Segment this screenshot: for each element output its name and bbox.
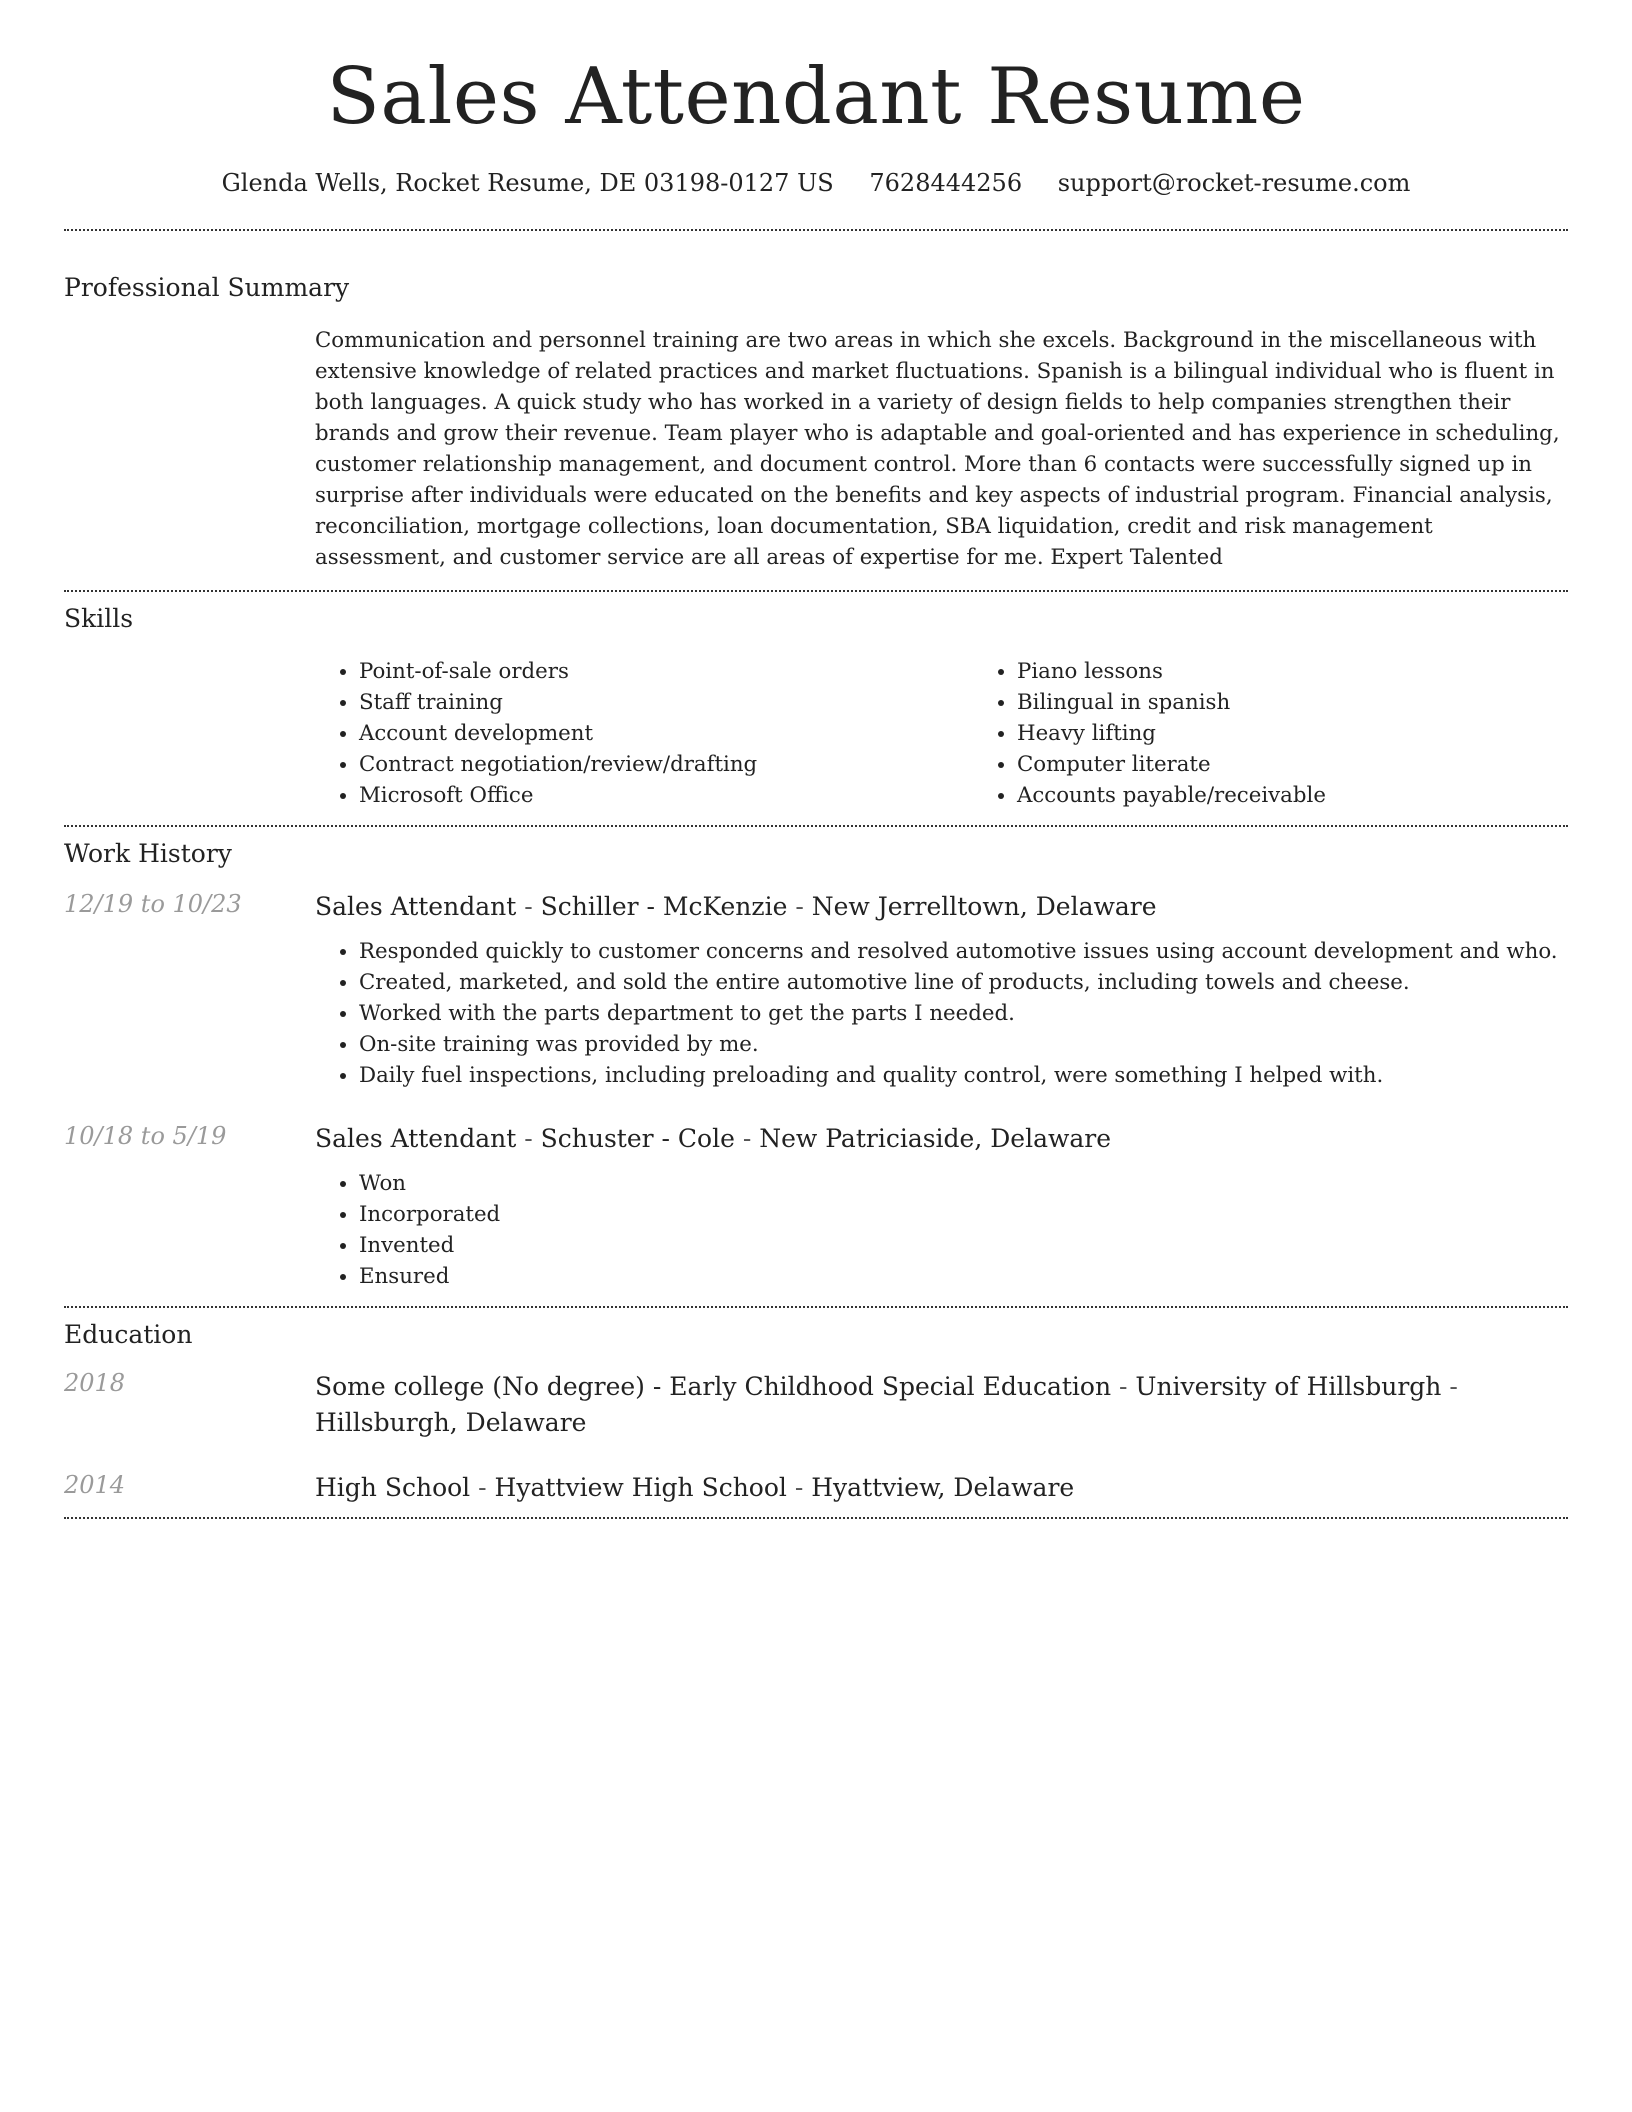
work-section — [64, 839, 1568, 1292]
education-heading — [315, 1369, 1568, 1441]
separator: - — [1111, 1372, 1136, 1401]
job-title: Sales Attendant — [315, 892, 517, 921]
skill-item: • Point-of-sale orders — [359, 656, 973, 687]
education-year: 2018 — [64, 1369, 126, 1397]
skills-columns — [315, 656, 1631, 811]
job-bullet: • Worked with the parts department to get the parts I needed. — [359, 998, 1568, 1029]
skill-item: • Bilingual in spanish — [1017, 687, 1631, 718]
section-heading-work: Work History — [64, 839, 232, 868]
section-heading-summary: Professional Summary — [64, 273, 350, 302]
job-bullet: • Invented — [359, 1230, 1568, 1261]
education-location: Hillsburgh, Delaware — [315, 1408, 587, 1437]
education-entry — [64, 1471, 1568, 1505]
job-location: New Jerrelltown, Delaware — [811, 892, 1157, 921]
job-bullet: • Won — [359, 1168, 1568, 1199]
resume-title: Sales Attendant Resume — [326, 52, 1306, 142]
summary-spacer — [64, 325, 315, 573]
education-degree: High School — [315, 1473, 471, 1502]
education-year: 2014 — [64, 1471, 126, 1499]
job-entry — [64, 1122, 1568, 1292]
skill-item: • Heavy lifting — [1017, 718, 1631, 749]
skill-item: • Microsoft Office — [359, 780, 973, 811]
job-bullet: • On-site training was provided by me. — [359, 1029, 1568, 1060]
education-degree: Some college (No degree) - Early Childhood Special Education — [315, 1372, 1112, 1401]
education-section — [64, 1320, 1568, 1505]
job-dates: 10/18 to 5/19 — [64, 1122, 227, 1150]
separator: - — [787, 892, 812, 921]
job-company: Schuster - Cole — [540, 1124, 735, 1153]
divider — [64, 590, 1568, 592]
job-entry — [64, 890, 1568, 1091]
job-location: New Patriciaside, Delaware — [759, 1124, 1112, 1153]
education-heading — [315, 1471, 1568, 1505]
skills-spacer — [64, 656, 315, 811]
skill-item: • Staff training — [359, 687, 973, 718]
summary-text: Communication and personnel training are two areas in which she excels. Background in the miscellaneous with extensive knowledge of related practices and market fluctuations. Spanish is a bilingual individual who is fluent in both languages. A quick study who has worked in a variety of design fields to help companies strengthen their brands and grow their revenue. Team player who is adaptable and goal-oriented and has experience in scheduling, customer relationship management, and document control. More than 6 contacts were successfully signed up in surprise after individuals were educated on the benefits and key aspects of industrial program. Financial analysis, reconciliation, mortgage collections, loan documentation, SBA liquidation, credit and risk management assessment, and customer service are all areas of expertise for me. Expert Talented — [315, 328, 1560, 570]
skill-item: • Computer literate — [1017, 749, 1631, 780]
job-bullet: • Responded quickly to customer concerns and resolved automotive issues using account development and who. — [359, 936, 1568, 967]
job-bullet: • Incorporated — [359, 1199, 1568, 1230]
divider — [64, 1306, 1568, 1308]
job-title: Sales Attendant — [315, 1124, 517, 1153]
separator: - — [1441, 1372, 1458, 1401]
separator: - — [786, 1473, 812, 1502]
skills-list-2 — [973, 656, 1631, 811]
section-heading-skills: Skills — [64, 604, 134, 633]
separator: - — [470, 1473, 495, 1502]
skill-item: • Contract negotiation/review/drafting — [359, 749, 973, 780]
education-location: Hyattview, Delaware — [811, 1473, 1075, 1502]
job-bullet: • Ensured — [359, 1261, 1568, 1292]
divider — [64, 229, 1568, 231]
skill-item: • Accounts payable/receivable — [1017, 780, 1631, 811]
education-school: Hyattview High School — [494, 1473, 787, 1502]
separator: - — [516, 892, 541, 921]
job-bullets — [315, 936, 1568, 1091]
divider — [64, 825, 1568, 827]
contact-address: Glenda Wells, Rocket Resume, DE 03198-0127 US — [221, 169, 834, 197]
skill-item: • Piano lessons — [1017, 656, 1631, 687]
contact-line — [64, 169, 1568, 197]
skills-section — [64, 604, 1568, 811]
contact-phone: 7628444256 — [869, 169, 1023, 197]
education-school: University of Hillsburgh — [1135, 1372, 1442, 1401]
job-bullet: • Daily fuel inspections, including preloading and quality control, were something I helped with. — [359, 1060, 1568, 1091]
skill-item: • Account development — [359, 718, 973, 749]
job-bullets — [315, 1168, 1568, 1292]
job-company: Schiller - McKenzie — [540, 892, 788, 921]
job-heading — [315, 1122, 1568, 1156]
separator: - — [516, 1124, 541, 1153]
education-entry — [64, 1369, 1568, 1441]
divider — [64, 1517, 1568, 1519]
section-heading-education: Education — [64, 1320, 193, 1349]
job-bullet: • Created, marketed, and sold the entire automotive line of products, including towels and cheese. — [359, 967, 1568, 998]
summary-section — [64, 273, 1568, 573]
contact-email[interactable]: support@rocket-resume.com — [1057, 169, 1411, 197]
separator: - — [734, 1124, 760, 1153]
job-heading — [315, 890, 1568, 924]
job-dates: 12/19 to 10/23 — [64, 890, 242, 918]
skills-list-1 — [315, 656, 973, 811]
